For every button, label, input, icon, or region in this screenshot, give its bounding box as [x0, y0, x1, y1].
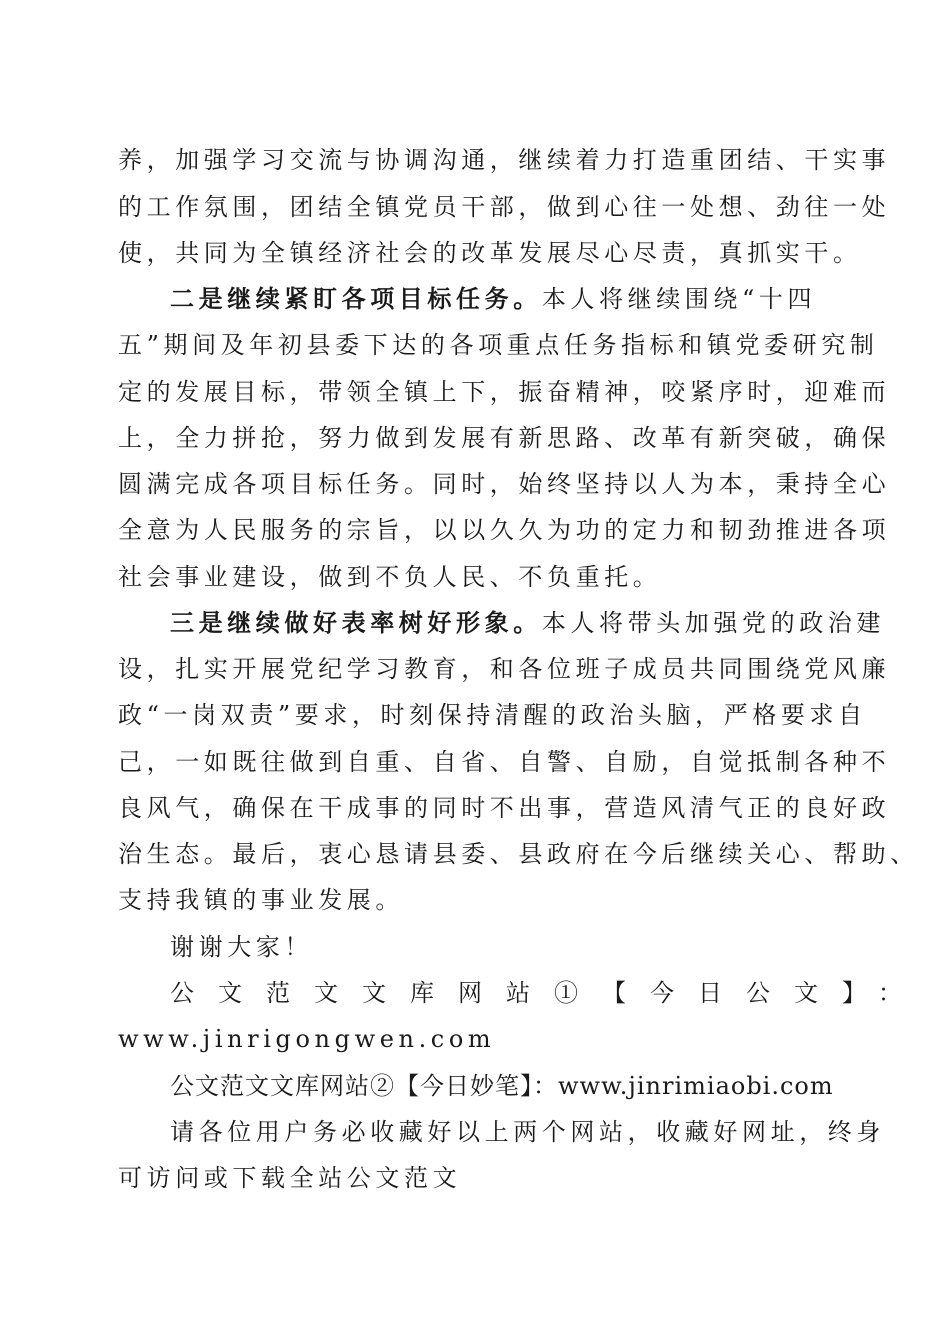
paragraph-line: 支持我镇的事业发展。 — [118, 886, 404, 914]
paragraph-line: 良风气，确保在干成事的同时不出事，营造风清气正的良好政 — [118, 794, 891, 822]
paragraph-line: 己，一如既往做到自重、自省、自警、自励，自觉抵制各种不 — [118, 748, 891, 776]
notice-line: 请各位用户务必收藏好以上两个网站，收藏好网址，终身 — [170, 1118, 885, 1146]
site-one-url[interactable]: www.jinrigongwen.com — [118, 1025, 496, 1053]
paragraph-text: 本人将带头加强党的政治建 — [541, 609, 886, 637]
paragraph-text: 本人将继续围绕“十四 — [541, 285, 817, 313]
paragraph-line: 养，加强学习交流与协调沟通，继续着力打造重团结、干实事 — [118, 146, 891, 174]
paragraph-line: 定的发展目标，带领全镇上下，振奋精神，咬紧序时，迎难而 — [118, 378, 891, 406]
notice-line: 可访问或下载全站公文范文 — [118, 1164, 462, 1192]
site-one-label: 公文范文文库网站①【今日公文】： — [170, 979, 926, 1007]
paragraph-line — [170, 281, 860, 317]
site-two-line[interactable]: 公文范文文库网站②【今日妙笔】：www.jinrimiaobi.com — [170, 1072, 834, 1100]
paragraph-line: 圆满完成各项目标任务。同时，始终坚持以人为本，秉持全心 — [118, 470, 891, 498]
paragraph-line: 五”期间及年初县委下达的各项重点任务指标和镇党委研究制 — [118, 331, 879, 359]
paragraph-line: 设，扎实开展党纪学习教育，和各位班子成员共同围绕党风廉 — [118, 655, 891, 683]
paragraph-line: 社会事业建设，做到不负人民、不负重托。 — [118, 563, 662, 591]
paragraph-line: 全意为人民服务的宗旨，以以久久为功的定力和韧劲推进各项 — [118, 516, 891, 544]
paragraph-line — [170, 605, 886, 641]
paragraph-line: 使，共同为全镇经济社会的改革发展尽心尽责，真抓实干。 — [118, 239, 862, 267]
section-heading: 二是继续紧盯各项目标任务。 — [170, 284, 542, 313]
paragraph-line: 上，全力拼抢，努力做到发展有新思路、改革有新突破，确保 — [118, 424, 891, 452]
section-heading: 三是继续做好表率树好形象。 — [170, 608, 542, 637]
closing-thanks: 谢谢大家！ — [170, 933, 313, 961]
paragraph-line: 政“一岗双责”要求，时刻保持清醒的政治头脑，严格要求自 — [118, 701, 867, 729]
paragraph-line: 的工作氛围，团结全镇党员干部，做到心往一处想、劲往一处 — [118, 193, 891, 221]
paragraph-line: 治生态。最后，衷心恳请县委、县政府在今后继续关心、帮助、 — [118, 840, 919, 868]
